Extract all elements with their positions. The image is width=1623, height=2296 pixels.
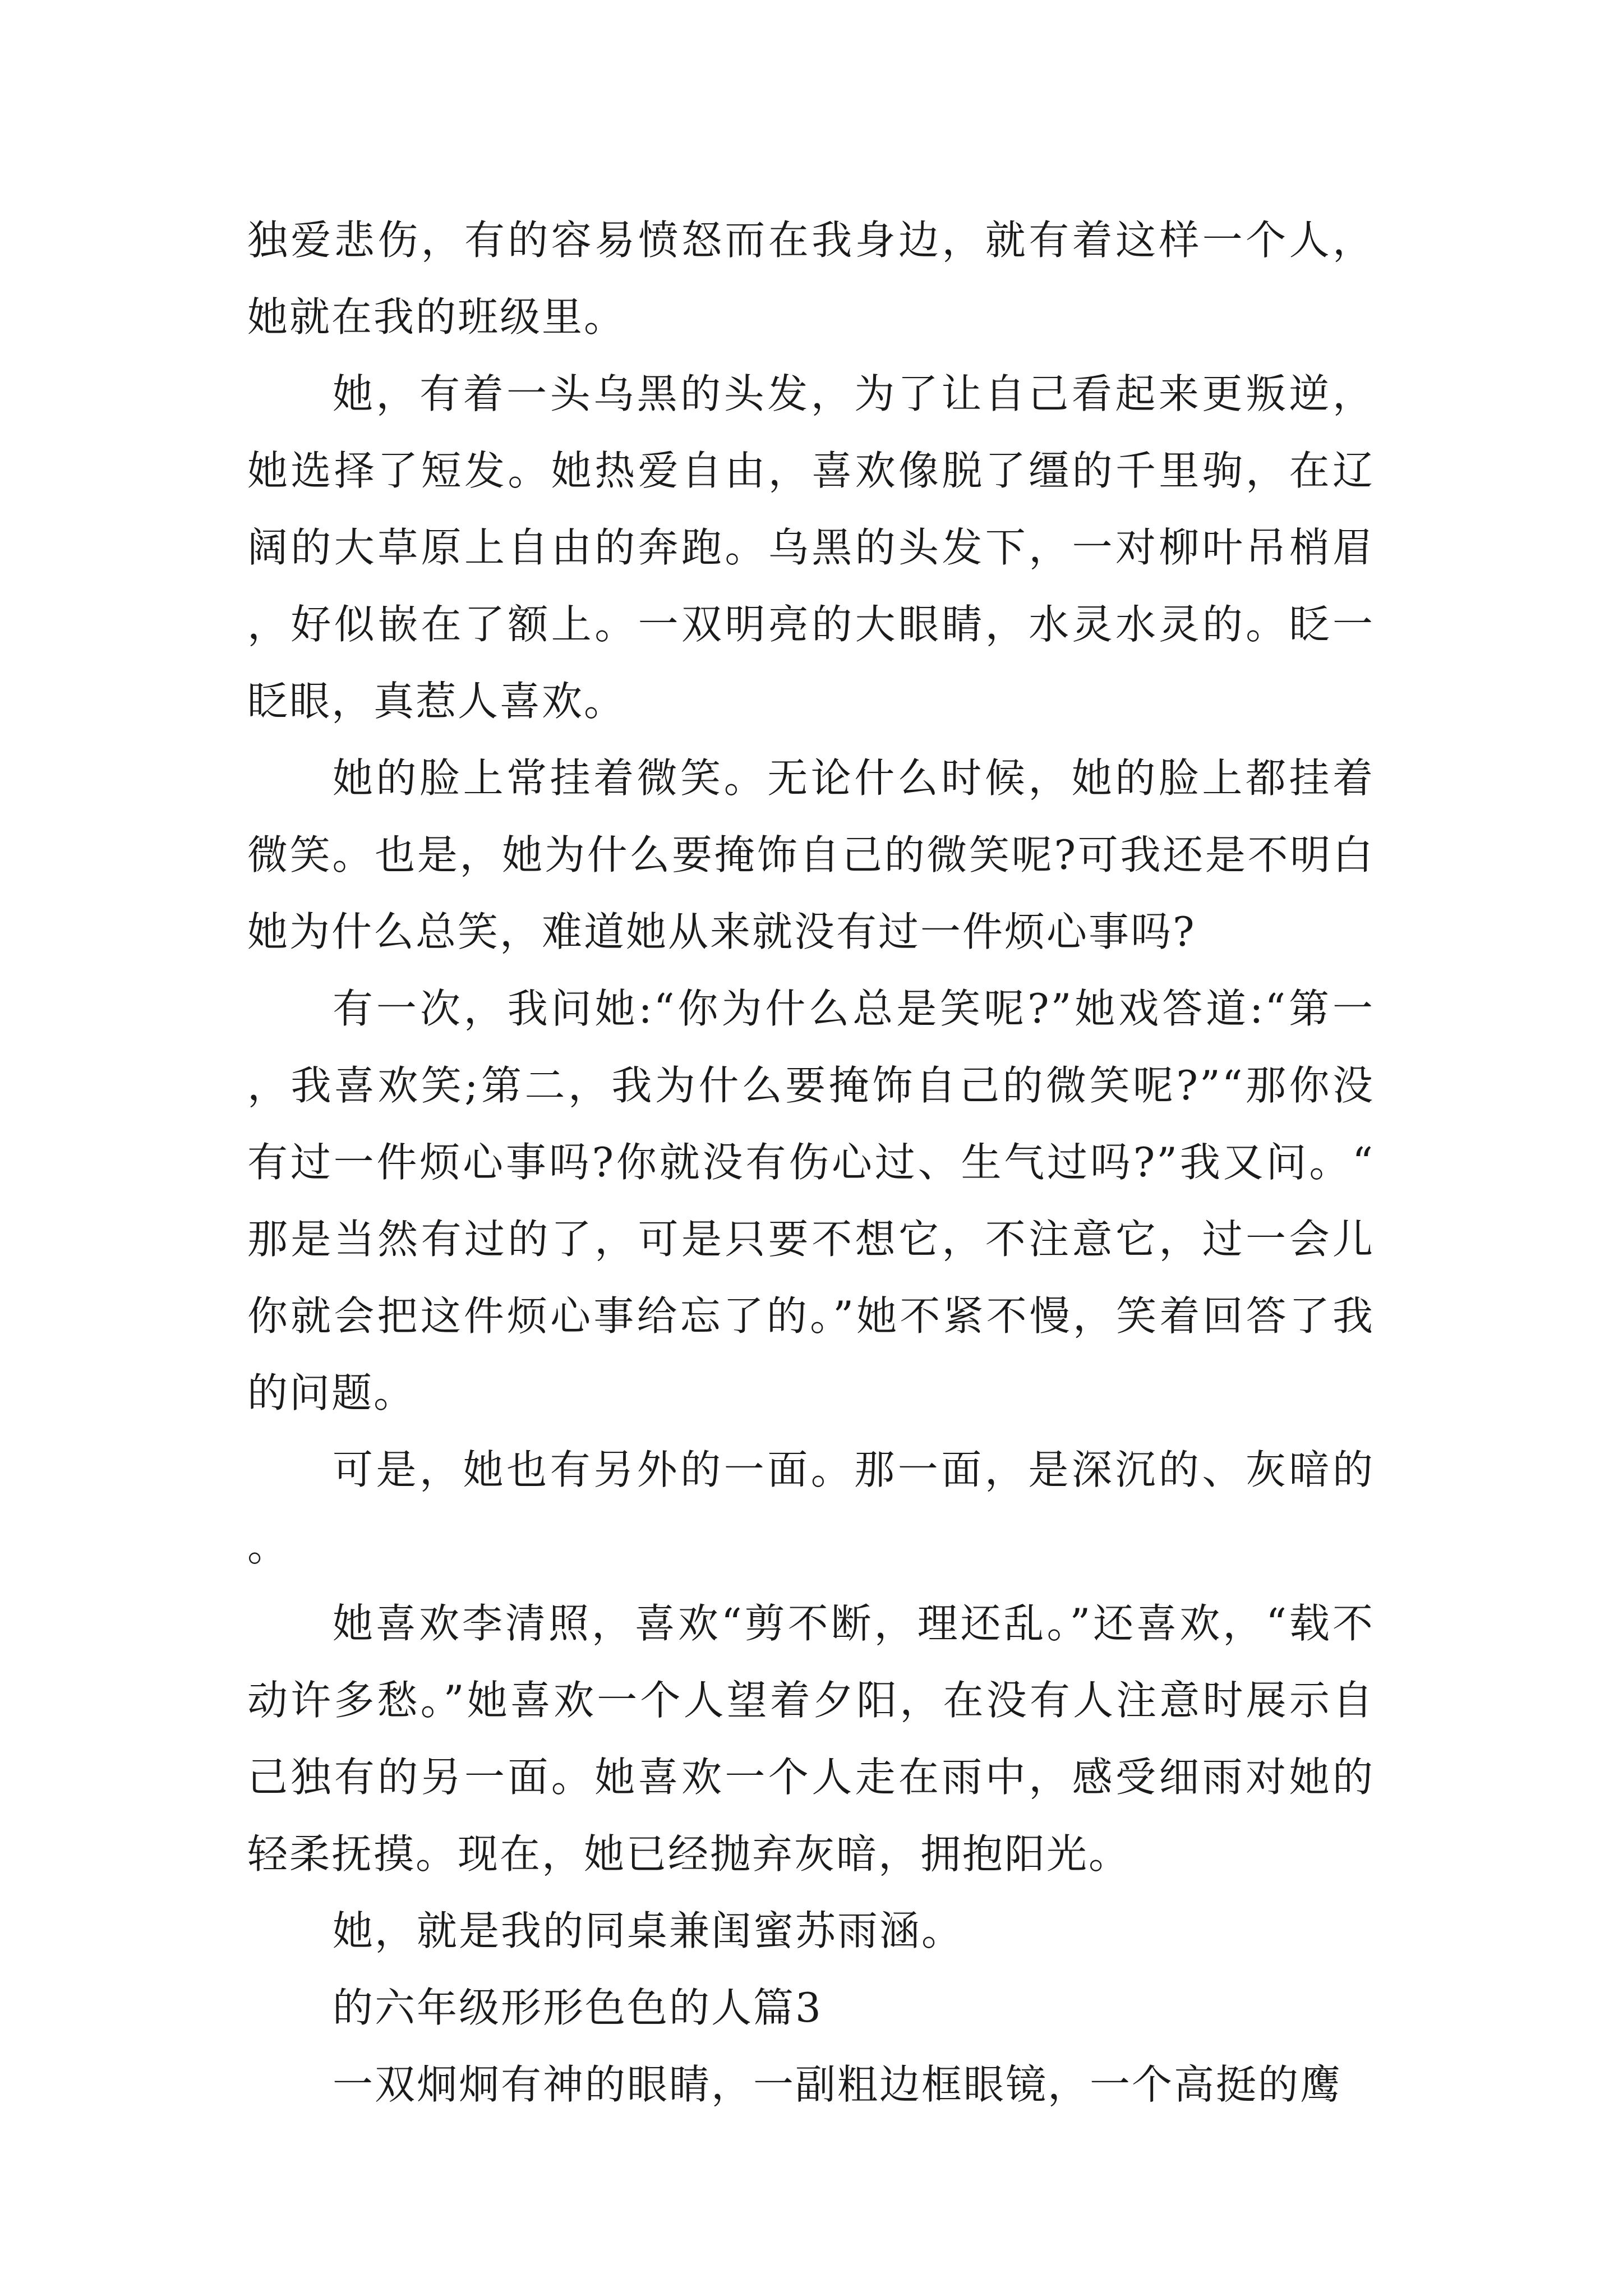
paragraph-7: 她，就是我的同桌兼闺蜜苏雨涵。 <box>333 1907 964 1954</box>
document-body <box>247 202 1375 2123</box>
paragraph-8: 一双炯炯有神的眼睛，一副粗边框眼镜，一个高挺的鹰 <box>333 2061 1343 2108</box>
paragraph-2: 她，有着一头乌黑的头发，为了让自己看起来更叛逆，她选择了短发。她热爱自由，喜欢像脱了缰的千里驹，在辽阔的大草原上自由的奔跑。乌黑的头发下，一对柳叶吊梢眉，好似嵌在了额上。一双明亮的大眼睛，水灵水灵的。眨一眨眼，真惹人喜欢。 <box>247 370 1375 725</box>
paragraph-5: 可是，她也有另外的一面。那一面，是深沉的、灰暗的。 <box>247 1446 1375 1570</box>
section-heading: 的六年级形形色色的人篇3 <box>333 1984 823 2031</box>
paragraph-4: 有一次，我问她:“你为什么总是笑呢?”她戏答道:“第一，我喜欢笑;第二，我为什么要掩饰自己的微笑呢?”“那你没有过一件烦心事吗?你就没有伤心过、生气过吗?”我又问。“那是当然有过的了，可是只要不想它，不注意它，过一会儿你就会把这件烦心事给忘了的。”她不紧不慢，笑着回答了我的问题。 <box>247 985 1375 1416</box>
paragraph-3: 她的脸上常挂着微笑。无论什么时候，她的脸上都挂着微笑。也是，她为什么要掩饰自己的微笑呢?可我还是不明白她为什么总笑，难道她从来就没有过一件烦心事吗? <box>247 754 1375 955</box>
paragraph-1: 独爱悲伤，有的容易愤怒而在我身边，就有着这样一个人，她就在我的班级里。 <box>247 217 1375 341</box>
paragraph-6: 她喜欢李清照，喜欢“剪不断，理还乱。”还喜欢，“载不动许多愁。”她喜欢一个人望着夕阳，在没有人注意时展示自己独有的另一面。她喜欢一个人走在雨中，感受细雨对她的轻柔抚摸。现在，她已经抛弃灰暗，拥抱阳光。 <box>247 1600 1375 1878</box>
